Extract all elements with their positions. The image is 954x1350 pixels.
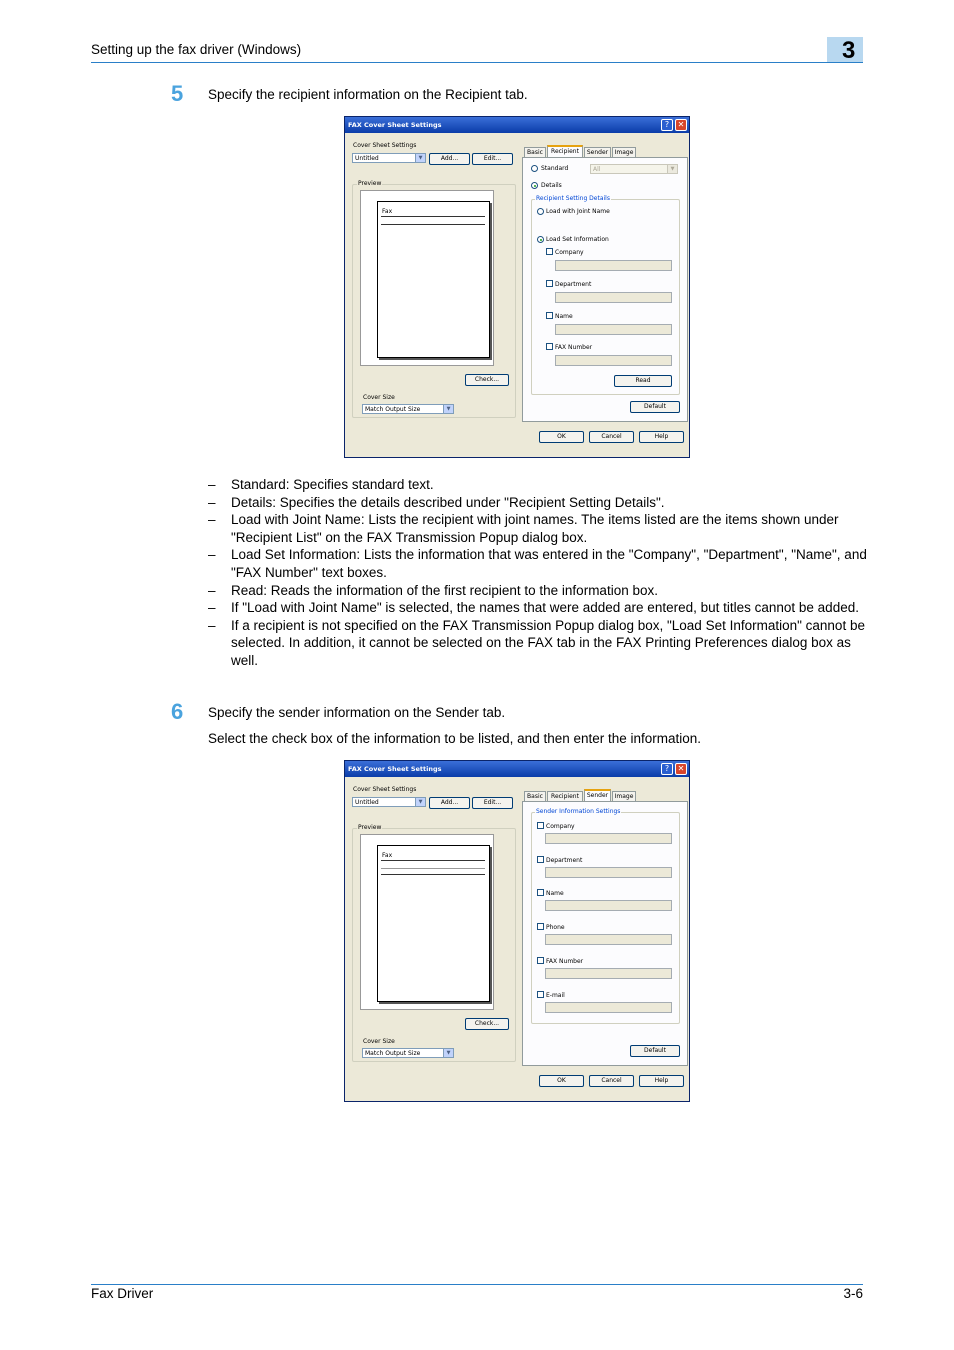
edit-button[interactable]: Edit... — [472, 797, 513, 809]
tab-recipient[interactable]: Recipient — [547, 145, 583, 157]
add-button[interactable]: Add... — [429, 153, 470, 165]
tab-basic[interactable]: Basic — [524, 791, 546, 801]
help-button[interactable]: Help — [639, 431, 684, 443]
department-checkbox[interactable] — [537, 856, 544, 863]
chevron-down-icon: ▼ — [443, 1049, 453, 1057]
company-label: Company — [546, 823, 575, 830]
read-button[interactable]: Read — [614, 375, 672, 387]
tab-basic[interactable]: Basic — [524, 147, 546, 157]
cover-size-select[interactable]: Match Output Size ▼ — [362, 404, 454, 414]
cancel-button[interactable]: Cancel — [589, 1075, 634, 1087]
sender-information-settings-label: Sender Information Settings — [536, 808, 621, 815]
fax-number-checkbox[interactable] — [537, 957, 544, 964]
step-6-text: Specify the sender information on the Sender tab. — [208, 705, 506, 720]
edit-button[interactable]: Edit... — [472, 153, 513, 165]
chevron-down-icon: ▼ — [415, 798, 425, 806]
cover-sheet-dialog-sender — [344, 760, 690, 1102]
dialog-title-bar — [345, 761, 689, 777]
phone-field[interactable] — [545, 934, 672, 945]
dialog-title: FAX Cover Sheet Settings — [348, 121, 442, 129]
help-icon[interactable]: ? — [661, 119, 673, 131]
cover-size-label: Cover Size — [363, 394, 395, 401]
standard-radio[interactable] — [531, 165, 538, 172]
fax-number-checkbox[interactable] — [546, 343, 553, 350]
list-item: – Read: Reads the information of the first recipient to the information box. — [208, 582, 658, 598]
fax-number-field[interactable] — [545, 968, 672, 979]
department-label: Department — [555, 281, 592, 288]
preview-fax-label: Fax — [382, 208, 393, 215]
cover-sheet-select[interactable]: Untitled ▼ — [352, 797, 426, 807]
step-5-text: Specify the recipient information on the Recipient tab. — [208, 87, 528, 102]
ok-button[interactable]: OK — [539, 431, 584, 443]
company-label: Company — [555, 249, 584, 256]
name-checkbox[interactable] — [546, 312, 553, 319]
list-item: – If "Load with Joint Name" is selected, the names that were added are entered, but titles cannot be added. — [208, 600, 859, 616]
cover-sheet-select[interactable]: Untitled ▼ — [352, 153, 426, 163]
preview-area — [360, 834, 494, 1010]
cover-size-label: Cover Size — [363, 1038, 395, 1045]
company-field[interactable] — [555, 260, 672, 271]
chevron-down-icon: ▼ — [443, 405, 453, 413]
list-item: – Load Set Information: Lists the information that was entered in the "Company", "Department", "Name", and "FAX Number" text boxes. — [208, 547, 867, 580]
cover-sheet-settings-label: Cover Sheet Settings — [353, 142, 417, 149]
email-label: E-mail — [546, 992, 565, 999]
help-button[interactable]: Help — [639, 1075, 684, 1087]
recipient-options-list — [208, 476, 868, 670]
step-6-subtext: Select the check box of the information to be listed, and then enter the information. — [208, 731, 702, 746]
preview-label: Preview — [358, 180, 382, 187]
header-rule — [91, 62, 863, 63]
default-button[interactable]: Default — [630, 401, 680, 413]
email-checkbox[interactable] — [537, 991, 544, 998]
list-item: – Load with Joint Name: Lists the recipient with joint names. The items listed are the items shown under "Recipient List" on the FAX Transmission Popup dialog box. — [208, 512, 839, 545]
list-item: – If a recipient is not specified on the FAX Transmission Popup dialog box, "Load Set Information" cannot be selected. In addition, it cannot be selected on the FAX tab in the FAX Printing Preferences dialog box as well. — [208, 617, 865, 668]
footer-rule — [91, 1284, 863, 1285]
step-6-number: 6 — [171, 699, 184, 724]
preview-label: Preview — [358, 824, 382, 831]
tab-image[interactable]: Image — [612, 791, 636, 801]
name-field[interactable] — [545, 900, 672, 911]
chapter-number: 3 — [842, 37, 856, 64]
recipient-tab-panel — [522, 157, 688, 422]
phone-checkbox[interactable] — [537, 923, 544, 930]
standard-label: Standard — [541, 165, 569, 172]
details-radio[interactable] — [531, 182, 538, 189]
load-joint-name-label: Load with Joint Name — [546, 208, 610, 215]
department-label: Department — [546, 857, 583, 864]
name-checkbox[interactable] — [537, 889, 544, 896]
ok-button[interactable]: OK — [539, 1075, 584, 1087]
help-icon[interactable]: ? — [661, 763, 673, 775]
load-set-information-label: Load Set Information — [546, 236, 609, 243]
tab-sender[interactable]: Sender — [584, 789, 611, 801]
company-checkbox[interactable] — [537, 822, 544, 829]
close-icon[interactable]: ✕ — [675, 119, 687, 131]
department-checkbox[interactable] — [546, 280, 553, 287]
chevron-down-icon: ▼ — [667, 165, 677, 173]
dialog-title: FAX Cover Sheet Settings — [348, 765, 442, 773]
list-item: – Details: Specifies the details described under "Recipient Setting Details". — [208, 494, 665, 510]
fax-number-field[interactable] — [555, 355, 672, 366]
preview-page — [377, 845, 490, 1002]
cover-sheet-dialog-recipient — [344, 116, 690, 458]
department-field[interactable] — [555, 292, 672, 303]
close-icon[interactable]: ✕ — [675, 763, 687, 775]
email-field[interactable] — [545, 1002, 672, 1013]
preview-fax-label: Fax — [382, 852, 393, 859]
default-button[interactable]: Default — [630, 1045, 680, 1057]
step-5-number: 5 — [171, 81, 184, 106]
tab-recipient[interactable]: Recipient — [547, 791, 583, 801]
fax-number-label: FAX Number — [555, 344, 593, 351]
department-field[interactable] — [545, 867, 672, 878]
add-button[interactable]: Add... — [429, 797, 470, 809]
preview-page — [377, 201, 490, 358]
cancel-button[interactable]: Cancel — [589, 431, 634, 443]
chevron-down-icon: ▼ — [415, 154, 425, 162]
page-number: 3-6 — [843, 1286, 863, 1301]
standard-select[interactable]: All ▼ — [590, 164, 678, 174]
check-button[interactable]: Check... — [465, 1018, 509, 1030]
sender-tab-panel — [522, 801, 688, 1066]
load-set-information-radio[interactable] — [537, 236, 544, 243]
running-header-title: Setting up the fax driver (Windows) — [91, 42, 302, 57]
recipient-setting-details-label: Recipient Setting Details — [536, 195, 610, 202]
cover-size-select[interactable]: Match Output Size ▼ — [362, 1048, 454, 1058]
tab-sender[interactable]: Sender — [584, 147, 611, 157]
tab-image[interactable]: Image — [612, 147, 636, 157]
list-item: – Standard: Specifies standard text. — [208, 477, 434, 492]
name-label: Name — [546, 890, 564, 897]
company-field[interactable] — [545, 833, 672, 844]
fax-number-label: FAX Number — [546, 958, 584, 965]
dialog-title-bar — [345, 117, 689, 133]
preview-area — [360, 190, 494, 366]
check-button[interactable]: Check... — [465, 374, 509, 386]
name-label: Name — [555, 313, 573, 320]
company-checkbox[interactable] — [546, 248, 553, 255]
phone-label: Phone — [546, 924, 565, 931]
details-label: Details — [541, 182, 562, 189]
cover-sheet-settings-label: Cover Sheet Settings — [353, 786, 417, 793]
footer-section-title: Fax Driver — [91, 1286, 154, 1301]
load-joint-name-radio[interactable] — [537, 208, 544, 215]
name-field[interactable] — [555, 324, 672, 335]
